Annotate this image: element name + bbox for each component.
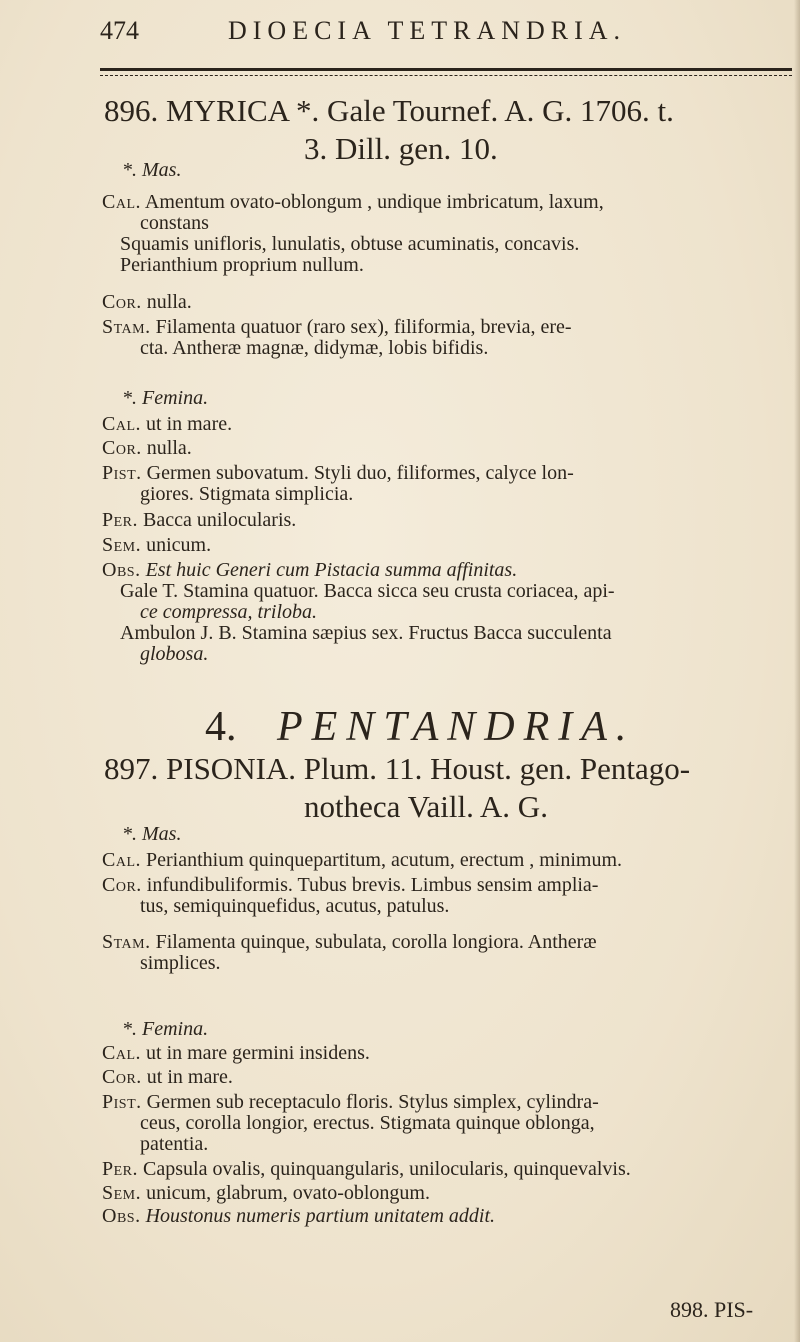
entry-heading-myrica (104, 92, 794, 168)
character-label: Pist. (102, 462, 142, 484)
character-label: Cal. (102, 413, 142, 435)
entry-heading-line: 3. Dill. gen. 10. (304, 131, 498, 166)
character-text: infundibuliformis. Tubus brevis. Limbus sensim amplia- (146, 874, 599, 896)
character-per (102, 510, 792, 531)
character-text: globosa. (140, 643, 209, 665)
character-label: Sem. (102, 534, 142, 556)
character-sem (102, 1183, 792, 1204)
character-label: Obs. (102, 1205, 141, 1227)
character-text: Germen subovatum. Styli duo, filiformes, calyce lon- (146, 462, 574, 484)
character-text: cta. Antheræ magnæ, didymæ, lobis bifidis. (140, 337, 489, 359)
character-text: constans (140, 212, 209, 234)
character-label: Cal. (102, 1042, 142, 1064)
character-text: unicum, glabrum, ovato-oblongum. (146, 1182, 430, 1204)
character-label: Cor. (102, 874, 142, 896)
character-cor (102, 1067, 792, 1088)
character-cal (102, 1043, 792, 1064)
character-text: Amentum ovato-oblongum , undique imbricatum, laxum, (144, 191, 604, 213)
character-stam (102, 317, 792, 359)
character-label: Cor. (102, 1066, 142, 1088)
section-number: 4. (205, 704, 237, 750)
character-label: Stam. (102, 931, 151, 953)
character-stam (102, 932, 792, 974)
character-cor (102, 438, 792, 459)
character-obs (102, 1206, 792, 1227)
character-obs (102, 560, 792, 665)
entry-heading-line: 896. MYRICA *. Gale Tournef. A. G. 1706. t. (104, 93, 674, 128)
character-text: nulla. (146, 291, 192, 313)
running-title: DIOECIA TETRANDRIA. (228, 16, 627, 45)
character-text: Bacca unilocularis. (143, 509, 297, 531)
character-text: Gale T. Stamina quatuor. Bacca sicca seu crusta coriacea, api- (120, 580, 615, 602)
character-text: nulla. (146, 437, 192, 459)
mas-subheading: *. Mas. (122, 159, 182, 181)
character-text: unicum. (146, 534, 212, 556)
character-text: ceus, corolla longior, erectus. Stigmata quinque oblonga, (140, 1112, 595, 1134)
entry-heading-pisonia (104, 750, 794, 826)
character-label: Stam. (102, 316, 151, 338)
mas-subheading: *. Mas. (122, 823, 182, 845)
character-label: Pist. (102, 1091, 142, 1113)
character-pist (102, 1092, 792, 1155)
character-text: Squamis unifloris, lunulatis, obtuse acuminatis, concavis. (120, 233, 580, 255)
character-label: Per. (102, 1158, 139, 1180)
character-text: Houstonus numeris partium unitatem addit. (145, 1205, 496, 1227)
character-label: Cal. (102, 849, 142, 871)
character-text: simplices. (140, 952, 221, 974)
character-text: ut in mare. (146, 1066, 233, 1088)
character-label: Sem. (102, 1182, 142, 1204)
character-text: Capsula ovalis, quinquangularis, unilocularis, quinquevalvis. (143, 1158, 631, 1180)
entry-heading-line: notheca Vaill. A. G. (304, 789, 548, 824)
character-text: Est huic Generi cum Pistacia summa affinitas. (145, 559, 518, 581)
entry-heading-line: 897. PISONIA. Plum. 11. Houst. gen. Pentago- (104, 751, 691, 786)
page-number: 474 (100, 16, 139, 45)
character-per (102, 1159, 792, 1180)
character-text: Filamenta quatuor (raro sex), filiformia, brevia, ere- (155, 316, 572, 338)
character-text: giores. Stigmata simplicia. (140, 483, 354, 505)
character-text: patentia. (140, 1133, 209, 1155)
character-cal (102, 192, 792, 276)
character-label: Cor. (102, 437, 142, 459)
section-title: PENTANDRIA. (277, 704, 636, 750)
character-text: Perianthium quinquepartitum, acutum, erectum , minimum. (146, 849, 623, 871)
character-sem (102, 535, 792, 556)
running-header (100, 16, 790, 50)
character-label: Per. (102, 509, 139, 531)
character-text: Perianthium proprium nullum. (120, 254, 364, 276)
header-rule (100, 68, 792, 76)
character-text: ce compressa, triloba. (140, 601, 318, 623)
character-text: ut in mare germini insidens. (146, 1042, 370, 1064)
character-text: tus, semiquinquefidus, acutus, patulus. (140, 895, 450, 917)
character-label: Cal. (102, 191, 142, 213)
character-cor (102, 875, 792, 917)
section-heading (205, 702, 745, 752)
character-text: Ambulon J. B. Stamina sæpius sex. Fructus Bacca succulenta (120, 622, 612, 644)
character-text: Germen sub receptaculo floris. Stylus simplex, cylindra- (146, 1091, 599, 1113)
character-cal (102, 850, 792, 871)
femina-subheading: *. Femina. (122, 387, 209, 409)
character-cor (102, 292, 792, 313)
character-text: ut in mare. (146, 413, 233, 435)
character-cal (102, 414, 792, 435)
character-pist (102, 463, 792, 505)
page-edge-shadow (794, 0, 800, 1342)
character-text: Filamenta quinque, subulata, corolla longiora. Antheræ (155, 931, 597, 953)
character-label: Obs. (102, 559, 141, 581)
character-label: Cor. (102, 291, 142, 313)
catchword: 898. PIS- (670, 1297, 754, 1322)
femina-subheading: *. Femina. (122, 1018, 209, 1040)
